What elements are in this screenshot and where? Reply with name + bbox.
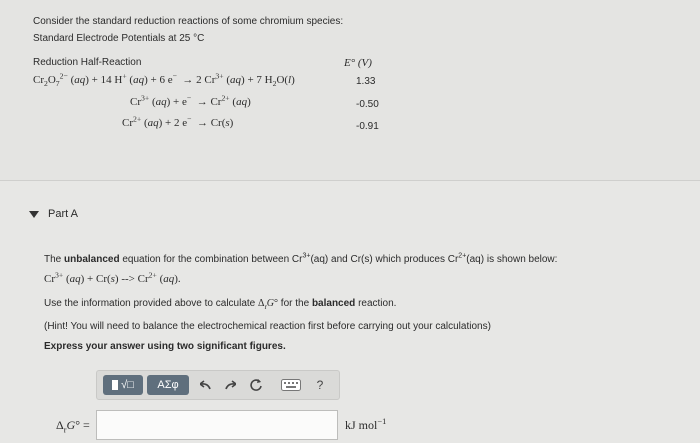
reset-icon[interactable] [247, 376, 265, 394]
part-equation: $Cr^{3+}$ (aq) + Cr(s) --> $Cr^{2+}$ (aq). [44, 270, 181, 285]
greek-button[interactable] [147, 375, 189, 395]
answer-label: $\Delta_rG^\circ$ = [56, 418, 90, 435]
reaction-potential-3: -0.91 [356, 121, 379, 132]
help-icon[interactable]: ? [316, 378, 324, 392]
answer-input[interactable] [96, 410, 338, 440]
answer-unit: kJ mol$^{-1}$ [345, 417, 387, 432]
part-hint: (Hint! You will need to balance the electrochemical reaction first before carrying out your calculations) [44, 321, 491, 332]
redo-icon[interactable] [221, 376, 239, 394]
section-divider [0, 180, 700, 181]
problem-intro [0, 0, 700, 180]
greek-icon: ΑΣφ [157, 379, 179, 391]
part-label[interactable]: Part A [48, 208, 78, 220]
intro-line-1: Consider the standard reduction reactions of some chromium species: [33, 16, 344, 27]
table-header-potential: E° (V) [344, 57, 372, 69]
reaction-equation-1: $Cr_2O_7^{2-}$ (aq) + 14 H+ (aq) + 6 e− → 2 $Cr^{3+}$ (aq) + 7 $H_2O(l)$ [33, 71, 295, 89]
part-express: Express your answer using two significant figures. [44, 341, 286, 352]
intro-line-2: Standard Electrode Potentials at 25 °C [33, 33, 205, 44]
part-prompt: The unbalanced equation for the combination between $Cr^{3+}(aq)$ and Cr(s) which produces $Cr^{2+}(aq)$ is shown below: [44, 252, 558, 265]
math-toolbar [96, 370, 340, 400]
reaction-equation-3: $Cr^{2+}$ (aq) + 2 e− → Cr(s) [122, 114, 234, 129]
keyboard-icon[interactable] [279, 376, 303, 394]
reaction-potential-2: -0.50 [356, 99, 379, 110]
table-header-reaction: Reduction Half-Reaction [33, 57, 142, 68]
reaction-potential-1: 1.33 [356, 76, 376, 87]
templates-icon [112, 380, 118, 390]
reaction-equation-2: $Cr^{3+}$ $(aq) + e^- \to Cr^{2+}$ (aq) [130, 93, 251, 108]
part-instruction: Use the information provided above to calculate $\Delta_rG^\circ$ for the balanced reaction. [44, 298, 397, 311]
templates-button[interactable]: √□ [103, 375, 143, 395]
collapse-triangle-icon[interactable] [27, 208, 41, 222]
undo-icon[interactable] [197, 376, 215, 394]
